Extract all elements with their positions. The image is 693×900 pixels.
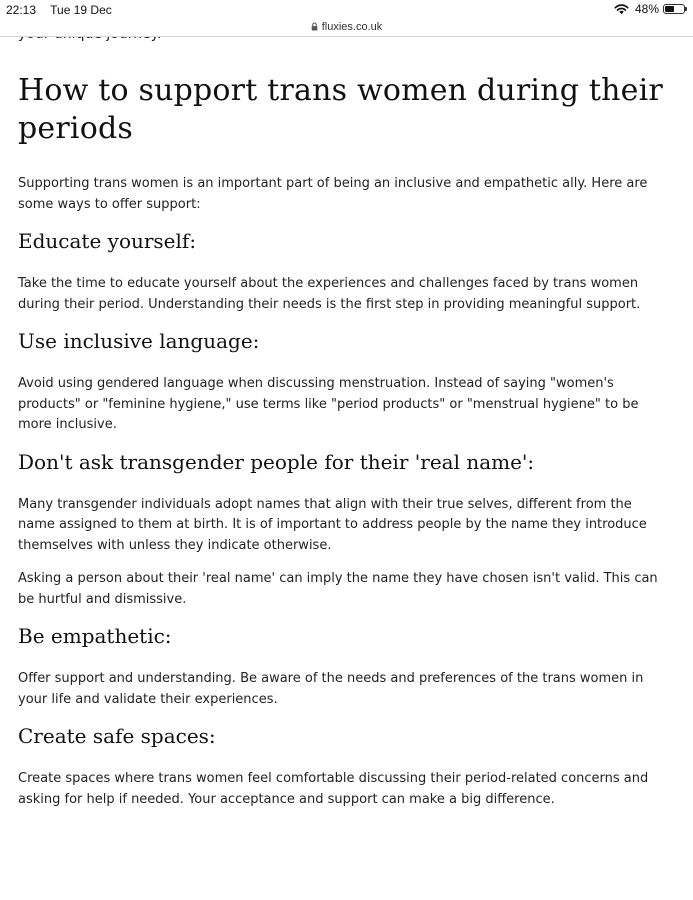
status-time: 22:13 — [6, 3, 37, 17]
section-be-empathetic — [18, 623, 668, 710]
battery-level-fill — [665, 6, 674, 12]
section-paragraph: Take the time to educate yourself about the experiences and challenges faced by trans women during their period. Understanding their needs is the first step in providing meaningful support. — [18, 276, 641, 312]
section-heading: Use inclusive language: — [18, 329, 260, 353]
section-educate-yourself — [18, 228, 668, 315]
section-paragraph: Create spaces where trans women feel comfortable discussing their period-related concerns and asking for help if needed. Your acceptance and support can make a big difference. — [18, 771, 649, 807]
battery-percent: 48% — [634, 2, 659, 16]
lock-icon — [311, 22, 318, 31]
section-heading: Create safe spaces: — [18, 724, 216, 748]
section-heading: Educate yourself: — [18, 229, 197, 253]
section-inclusive-language — [18, 328, 668, 436]
battery-icon — [663, 4, 685, 14]
url-text[interactable]: fluxies.co.uk — [321, 20, 383, 33]
section-paragraph: Many transgender individuals adopt names that align with their true selves, different from the name assigned to them at birth. It is of important to address people by the name they introduce themselves with unless they indicate otherwise. — [18, 496, 647, 553]
section-heading: Be empathetic: — [18, 624, 172, 648]
section-heading: Don't ask transgender people for their 'real name': — [18, 449, 535, 474]
status-right — [614, 2, 685, 16]
section-safe-spaces — [18, 723, 668, 810]
battery-tip — [685, 7, 687, 11]
article-intro: Supporting trans women is an important part of being an inclusive and empathetic ally. Here are some ways to offer support: — [18, 176, 648, 212]
article-content — [18, 64, 668, 823]
section-real-name — [18, 449, 668, 611]
article-title: How to support trans women during their periods — [18, 73, 663, 146]
section-paragraph: Avoid using gendered language when discussing menstruation. Instead of saying "women's products" or "feminine hygiene," use terms like "period products" or "menstrual hygiene" to be more inclusive. — [18, 376, 639, 432]
status-date: Tue 19 Dec — [50, 3, 112, 17]
status-left — [6, 3, 123, 17]
wifi-icon — [614, 3, 629, 15]
section-paragraph: Asking a person about their 'real name' can imply the name they have chosen isn't valid. This can be hurtful and dismissive. — [18, 571, 658, 607]
section-paragraph: Offer support and understanding. Be aware of the needs and preferences of the trans women in your life and validate their experiences. — [18, 671, 644, 707]
address-bar[interactable] — [0, 17, 693, 37]
